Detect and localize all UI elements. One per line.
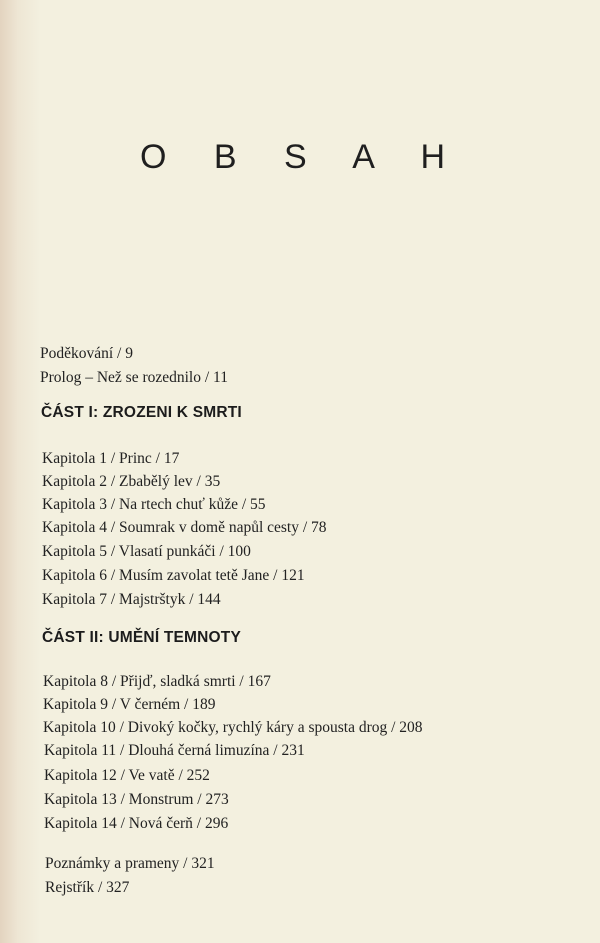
toc-entry-index: Rejstřík / 327: [45, 879, 130, 896]
toc-entry-chapter: Kapitola 13 / Monstrum / 273: [44, 791, 229, 808]
toc-entry-chapter: Kapitola 5 / Vlasatí punkáči / 100: [42, 543, 251, 560]
toc-entry-chapter: Kapitola 3 / Na rtech chuť kůže / 55: [42, 496, 266, 513]
toc-entry-chapter: Kapitola 9 / V černém / 189: [43, 696, 216, 713]
toc-entry-chapter: Kapitola 4 / Soumrak v domě napůl cesty / 78: [42, 519, 327, 536]
toc-entry-notes: Poznámky a prameny / 321: [45, 855, 215, 872]
part-heading-2: ČÁST II: UMĚNÍ TEMNOTY: [42, 629, 242, 646]
toc-entry-chapter: Kapitola 1 / Princ / 17: [42, 450, 180, 467]
toc-entry-chapter: Kapitola 6 / Musím zavolat tetě Jane / 121: [42, 567, 305, 584]
part-heading-1: ČÁST I: ZROZENI K SMRTI: [41, 404, 242, 421]
toc-entry-chapter: Kapitola 8 / Přijď, sladká smrti / 167: [43, 673, 271, 690]
page-title: O B S A H: [139, 138, 465, 176]
toc-entry-chapter: Kapitola 12 / Ve vatě / 252: [44, 767, 210, 784]
toc-entry-prologue: Prolog – Než se rozednilo / 11: [40, 369, 228, 386]
toc-entry-chapter: Kapitola 7 / Majstrštyk / 144: [42, 591, 221, 608]
toc-entry-acknowledgements: Poděkování / 9: [40, 345, 133, 362]
toc-entry-chapter: Kapitola 14 / Nová čerň / 296: [44, 815, 229, 832]
toc-entry-chapter: Kapitola 11 / Dlouhá černá limuzína / 231: [44, 742, 305, 759]
toc-entry-chapter: Kapitola 10 / Divoký kočky, rychlý káry a spousta drog / 208: [43, 719, 423, 736]
toc-entry-chapter: Kapitola 2 / Zbabělý lev / 35: [42, 473, 221, 490]
